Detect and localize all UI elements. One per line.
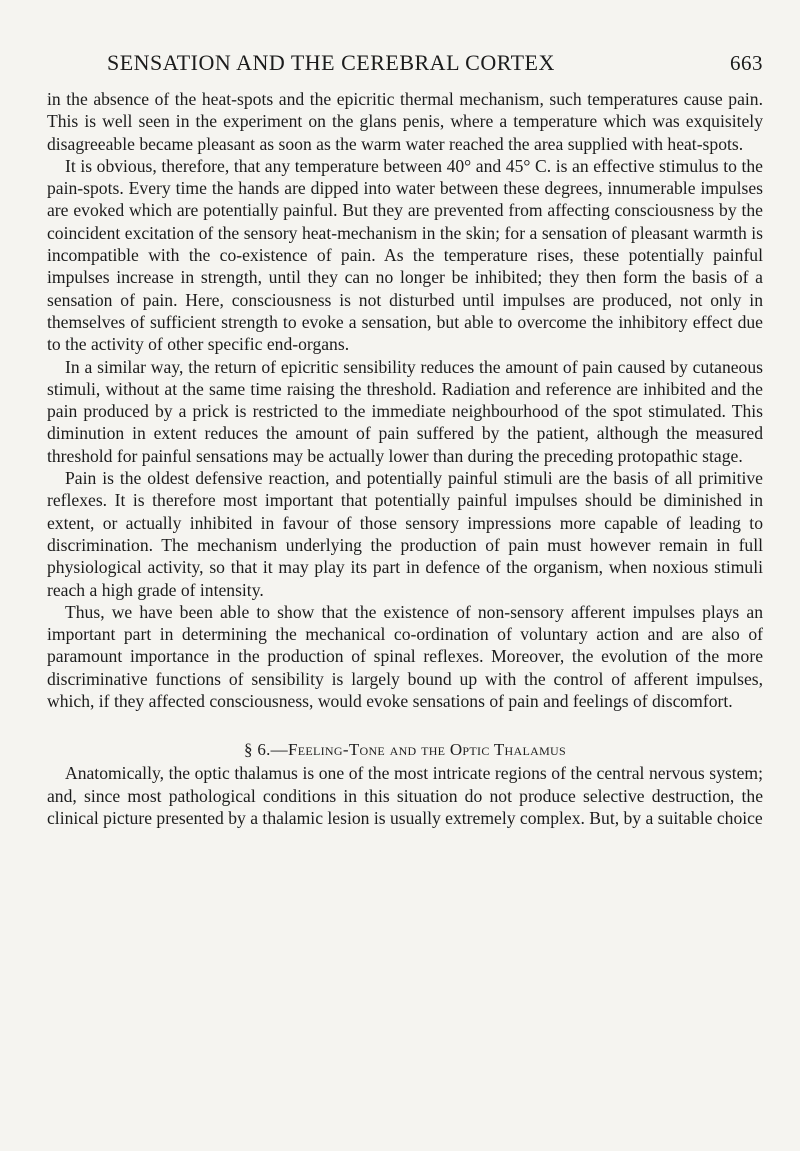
running-title: SENSATION AND THE CEREBRAL CORTEX — [107, 50, 555, 75]
paragraph: In a similar way, the return of epicritic sensibility reduces the amount of pain caused by cutaneous stimuli, without at the same time raising the threshold. Radiation and reference are inhibited and the pain produced by a prick is restricted to the immediate neighbourhood of the spot stimulated. This diminution in extent reduces the amount of pain suffered by the patient, although the measured threshold for painful sensations may be actually lower than during the preceding protopathic stage. — [47, 356, 763, 466]
paragraph-continued: in the absence of the heat-spots and the epicritic thermal mechanism, such temperatures cause pain. This is well seen in the experiment on the glans penis, where a temperature which was exquisitely disagreeable became pleasant as soon as the warm water reached the area supplied with heat-spots. — [47, 89, 763, 154]
section-number: § 6.— — [243, 740, 288, 760]
paragraph: Anatomically, the optic thalamus is one of the most intricate regions of the central nervous system; and, since most pathological conditions in this situation do not produce selective destruction, the clinical picture presented by a thalamic lesion is usually extremely complex. But, by a suitable choice — [47, 763, 763, 828]
page-number: 663 — [730, 51, 763, 75]
body-text — [47, 88, 763, 829]
running-head — [47, 50, 763, 76]
paragraph: Thus, we have been able to show that the existence of non-sensory afferent impulses plays an important part in determining the mechanical co-ordination of voluntary action and are also of paramount importance in the production of spinal reflexes. Moreover, the evolution of the more discriminative functions of sensibility is largely bound up with the control of afferent impulses, which, if they affected consciousness, would evoke sensations of pain and feelings of discomfort. — [47, 601, 763, 712]
paragraph: It is obvious, therefore, that any temperature between 40° and 45° C. is an effective stimulus to the pain-spots. Every time the hands are dipped into water between these degrees, innumerable impulses are evoked which are potentially painful. But they are prevented from affecting consciousness by the coincident excitation of the sensory heat-mechanism in the skin; for a sensation of pleasant warmth is incompatible with the co-existence of pain. As the temperature rises, these potentially painful impulses increase in strength, until they can no longer be inhibited; they then form the basis of a sensation of pain. Here, consciousness is not disturbed until impulses are produced, not only in themselves of sufficient strength to evoke a sensation, but able to overcome the inhibitory effect due to the activity of other specific end-organs. — [47, 155, 763, 355]
section-title: Feeling-Tone and the Optic Thalamus — [287, 740, 566, 760]
section-heading — [47, 740, 763, 760]
page — [47, 50, 763, 829]
paragraph: Pain is the oldest defensive reaction, and potentially painful stimuli are the basis of all primitive reflexes. It is therefore most important that potentially painful impulses should be diminished in extent, or actually inhibited in favour of those sensory impressions more capable of leading to discrimination. The mechanism underlying the production of pain must however remain in full physiological activity, so that it may play its part in defence of the organism, when noxious stimuli reach a high grade of intensity. — [47, 468, 763, 600]
